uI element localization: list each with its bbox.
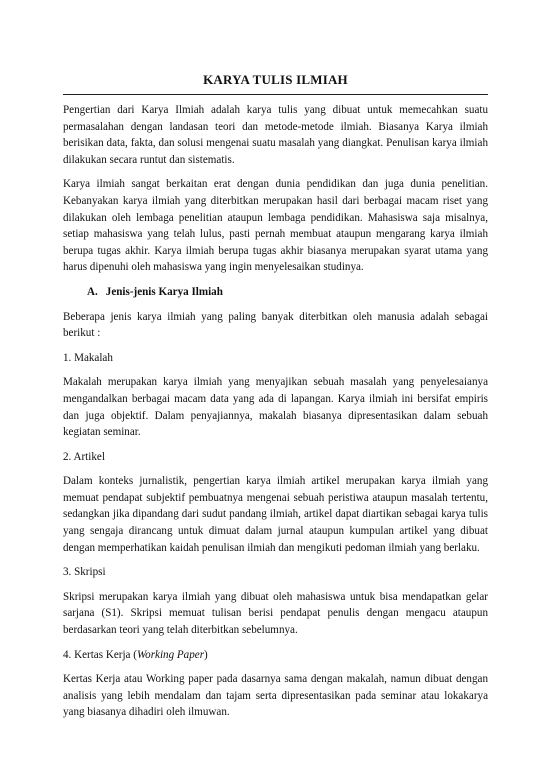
item-text-skripsi: Skripsi merupakan karya ilmiah yang dibuat oleh mahasiswa untuk bisa mendapatkan gelar sarjana (S1). Skripsi memuat tulisan berisi pendapat penulis dengan mengacu ataupun berdasarkan teori yang telah diterbitkan sebelumnya. <box>63 590 488 637</box>
intro-paragraph-2: Karya ilmiah sangat berkaitan erat dengan dunia pendidikan dan juga dunia penelitian. Kebanyakan karya ilmiah yang diterbitkan merupakan hasil dari berbagai macam riset yang dilakukan oleh lembaga penelitian ataupun lembaga pendidikan. Mahasiswa saja misalnya, setiap mahasiswa yang telah lulus, pasti pernah membuat ataupun mengarang karya ilmiah berupa tugas akhir. Karya ilmiah berupa tugas akhir biasanya merupakan syarat utama yang harus dipenuhi oleh mahasiswa yang ingin menyelesaikan studinya. <box>63 178 488 274</box>
document-title: KARYA TULIS ILMIAH <box>203 72 348 87</box>
intro-paragraph-1: Pengertian dari Karya Ilmiah adalah karya tulis yang dibuat untuk memecahkan suatu permasalahan dengan landasan teori dan metode-metode ilmiah. Biasanya Karya ilmiah berisikan data, fakta, dan solusi mengenai suatu masalah yang diangkat. Penulisan karya ilmiah dilakukan secara runtut dan sistematis. <box>63 104 488 166</box>
heading-suffix: ) <box>204 648 208 661</box>
item-text-kertas-kerja: Kertas Kerja atau Working paper pada dasarnya sama dengan makalah, namun dibuat dengan analisis yang lebih mendalam dan tajam serta dipresentasikan pada seminar atau lokakarya yang biasanya dihadiri oleh ilmuwan. <box>63 673 488 719</box>
item-heading-skripsi: 3. Skripsi <box>63 566 106 579</box>
item-heading-makalah: 1. Makalah <box>63 351 113 364</box>
heading-prefix: 4. Kertas Kerja ( <box>63 648 137 661</box>
section-heading-a <box>63 284 488 301</box>
section-number: A. <box>87 285 98 298</box>
heading-italic: Working Paper <box>136 648 205 661</box>
item-text-artikel: Dalam konteks jurnalistik, pengertian karya ilmiah artikel merupakan karya ilmiah yang memuat pendapat subjektif pembuatnya mengenai sebuah peristiwa ataupun masalah tertentu, sedangkan jika dipandang dari sudut pandang ilmiah, artikel dapat diartikan sebagai karya tulis yang sengaja dirancang untuk dimuat dalam jurnal ataupun kumpulan artikel yang dibuat dengan memperhatikan kaidah penulisan ilmiah dan mengikuti pedoman ilmiah yang berlaku. <box>63 475 488 554</box>
title-underline <box>63 94 488 95</box>
section-intro: Beberapa jenis karya ilmiah yang paling banyak diterbitkan oleh manusia adalah sebagai berikut : <box>63 310 488 340</box>
item-heading-kertas-kerja <box>63 647 488 664</box>
item-text-makalah: Makalah merupakan karya ilmiah yang menyajikan sebuah masalah yang penyelesaianya mengandalkan berbagai macam data yang ada di lapangan. Karya ilmiah ini bersifat empiris dan juga objektif. Dalam penyajiannya, makalah biasanya dipresentasikan dalam sebuah kegiatan seminar. <box>63 376 488 439</box>
section-title: Jenis-jenis Karya Ilmiah <box>105 285 223 298</box>
item-heading-artikel: 2. Artikel <box>63 450 105 463</box>
